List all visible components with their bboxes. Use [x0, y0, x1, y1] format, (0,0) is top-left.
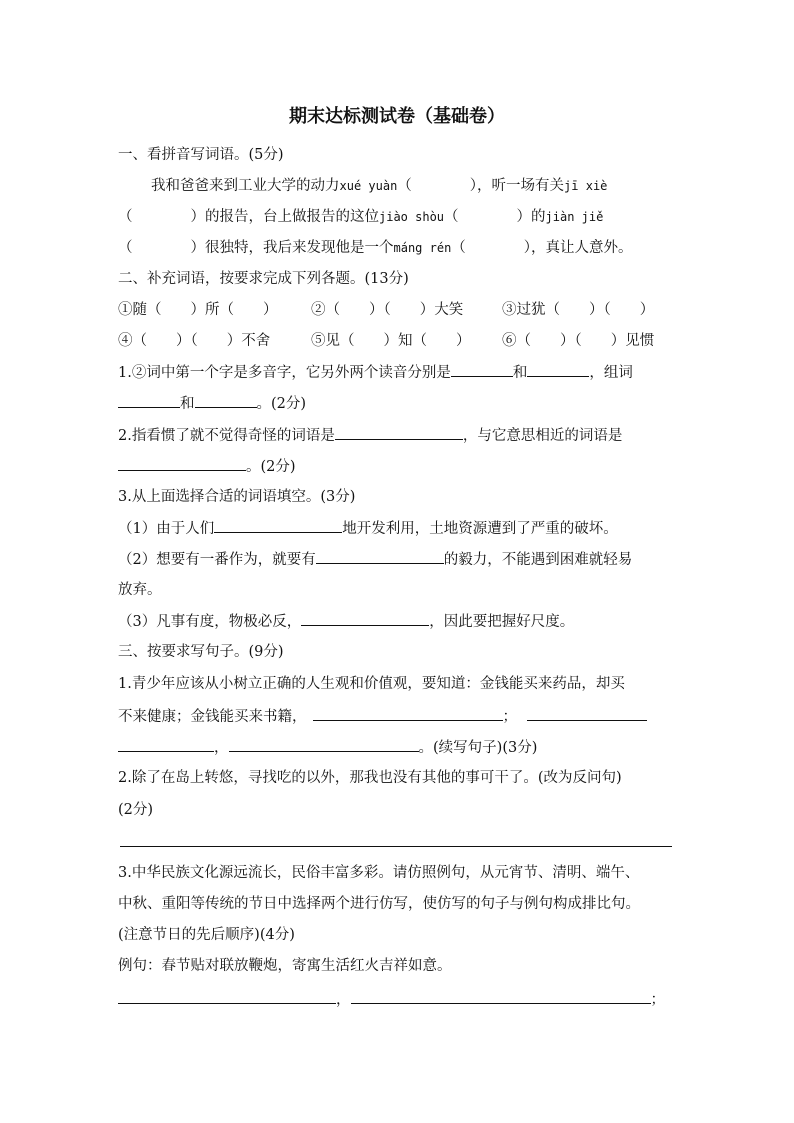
pinyin-xueyuan: xué yuàn	[339, 179, 398, 193]
answer-blank[interactable]	[451, 361, 513, 377]
s2-q2-line-1	[118, 424, 622, 447]
answer-blank[interactable]	[118, 455, 246, 471]
section-1-heading: 一、看拼音写词语。(5分)	[118, 147, 284, 163]
question-text: （2）想要有一番作为，就要有	[118, 552, 316, 568]
question-text: （3）凡事有度，物极必反，	[118, 614, 302, 630]
s1-line-3	[118, 237, 633, 259]
answer-blank[interactable]	[118, 392, 180, 408]
question-text: ，组词	[589, 365, 633, 381]
s1-text: （ ）的报告，台上做报告的这位	[118, 209, 379, 225]
pinyin-jixie: jī xiè	[564, 179, 608, 193]
s1-text: （ ）很独特，我后来发现他是一个	[118, 240, 394, 256]
example-sentence: 例句：春节贴对联放鞭炮，寄寓生活红火吉祥如意。	[118, 958, 452, 974]
answer-blank[interactable]	[351, 988, 651, 1004]
section-2-heading: 二、补充词语，按要求完成下列各题。(13分)	[118, 271, 409, 287]
question-text: 。(2分)	[256, 396, 307, 412]
answer-blank[interactable]	[195, 392, 257, 408]
question-text: 的毅力，不能遇到困难就轻易	[443, 552, 633, 568]
answer-blank[interactable]	[118, 988, 336, 1004]
idiom-item-4: ④（ ）（ ）不舍	[118, 333, 271, 349]
answer-blank[interactable]	[229, 736, 419, 752]
question-text: 和	[512, 365, 528, 381]
pinyin-jiaoshou: jiào shòu	[379, 210, 445, 224]
question-text: ；	[502, 709, 517, 725]
question-text: ，	[214, 740, 229, 756]
s3-q2-line-2: (2分)	[118, 802, 154, 818]
s1-text: （ ）的	[444, 209, 546, 225]
question-text: 地开发利用，土地资源遭到了严重的破坏。	[342, 521, 618, 537]
s1-line-1	[151, 175, 607, 197]
idiom-item-2: ②（ ）（ ）大笑	[311, 302, 464, 318]
pinyin-mangren: máng rén	[393, 241, 452, 255]
answer-blank[interactable]	[316, 548, 444, 564]
page-title: 期末达标测试卷（基础卷）	[289, 106, 505, 127]
pinyin-jianjie: jiàn jiě	[545, 210, 604, 224]
s2-q3-1	[118, 517, 618, 540]
idiom-item-5: ⑤见（ ）知（ ）	[311, 333, 471, 349]
s2-q1-line-1	[118, 361, 633, 384]
question-text: 1.②词中第一个字是多音字，它另外两个读音分别是	[118, 365, 451, 381]
question-text: （1）由于人们	[118, 521, 215, 537]
s3-q1-line-2	[118, 705, 647, 728]
question-text: 。(2分)	[246, 459, 296, 475]
answer-blank[interactable]	[301, 610, 429, 626]
s1-text: （ ），真让人意外。	[451, 240, 633, 256]
s3-q2-line-1: 2.除了在岛上转悠，寻找吃的以外，那我也没有其他的事可干了。(改为反问句)	[118, 770, 622, 786]
s3-q1-line-1: 1.青少年应该从小树立正确的人生观和价值观，要知道：金钱能买来药品，却买	[118, 676, 625, 692]
s2-q3-2-cont: 放弃。	[118, 582, 162, 598]
s3-q3-line-1: 3.中华民族文化源远流长，民俗丰富多彩。请仿照例句，从元宵节、清明、端午、	[118, 865, 640, 881]
s3-q1-line-3	[118, 736, 537, 759]
s2-q3-3	[118, 610, 574, 633]
s1-line-2	[118, 206, 603, 228]
answer-separator: ，	[336, 992, 351, 1008]
s2-q3-heading: 3.从上面选择合适的词语填空。(3分)	[118, 489, 356, 505]
idiom-item-6: ⑥（ ）（ ）见惯	[502, 333, 655, 349]
s3-q3-answer-line	[118, 988, 665, 1011]
answer-line[interactable]	[120, 846, 672, 847]
s1-text: （ ），听一场有关	[397, 178, 565, 194]
s3-q3-line-3: (注意节日的先后顺序)(4分)	[118, 927, 295, 943]
answer-blank[interactable]	[313, 705, 503, 721]
answer-blank[interactable]	[527, 705, 647, 721]
s2-q2-line-2	[118, 455, 296, 478]
section-3-heading: 三、按要求写句子。(9分)	[118, 644, 284, 660]
answer-separator: ；	[650, 992, 665, 1008]
answer-blank[interactable]	[118, 736, 214, 752]
answer-blank[interactable]	[214, 517, 342, 533]
question-text: ，与它意思相近的词语是	[462, 428, 623, 444]
s2-q3-2	[118, 548, 632, 571]
idiom-item-1: ①随（ ）所（ ）	[118, 302, 278, 318]
answer-blank[interactable]	[335, 424, 463, 440]
s3-q3-line-2: 中秋、重阳等传统的节日中选择两个进行仿写，使仿写的句子与例句构成排比句。	[118, 896, 640, 912]
idiom-item-3: ③过犹（ ）（ ）	[502, 302, 655, 318]
question-text: ，因此要把握好尺度。	[429, 614, 575, 630]
s2-q1-line-2	[118, 392, 306, 415]
question-text: 。(续写句子)(3分)	[418, 740, 538, 756]
s1-text: 我和爸爸来到工业大学的动力	[151, 178, 340, 194]
question-text: 不来健康；金钱能买来书籍，	[118, 709, 307, 725]
question-text: 和	[180, 396, 195, 412]
question-text: 2.指看惯了就不觉得奇怪的词语是	[118, 428, 335, 444]
answer-blank[interactable]	[527, 361, 589, 377]
